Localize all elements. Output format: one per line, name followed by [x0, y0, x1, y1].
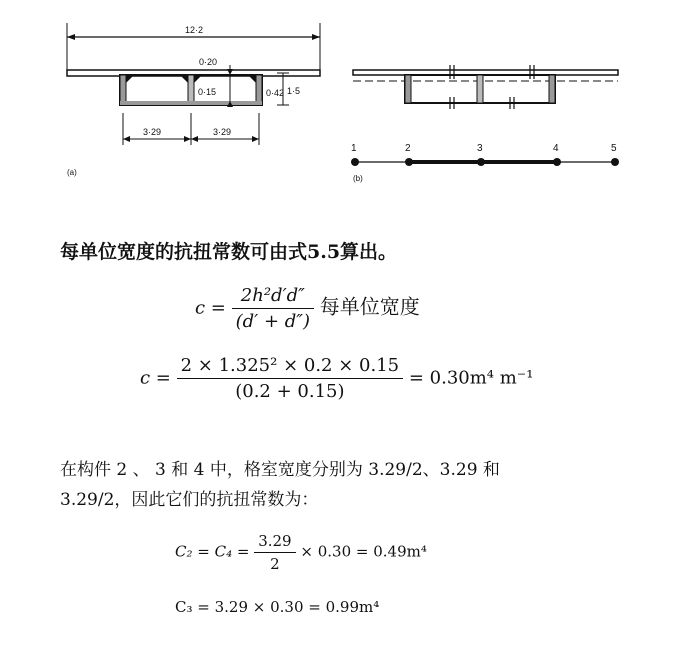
- equation-3: [175, 532, 427, 573]
- figure-a-caption: (a): [67, 168, 77, 177]
- cross-section-figure: [55, 15, 345, 185]
- depth-label: 1·5: [287, 86, 301, 96]
- equation-4: C₃ = 3.29 × 0.30 = 0.99m⁴: [175, 598, 380, 616]
- equation-1-lhs: c =: [195, 297, 226, 319]
- cell-right-label: 3·29: [213, 127, 232, 137]
- equation-3-denominator: 2: [270, 555, 280, 573]
- equation-2-fraction: [177, 355, 403, 402]
- total-width-label: 12·2: [185, 25, 204, 35]
- grillage-figure: [345, 55, 635, 185]
- equation-3-result: × 0.30 = 0.49m⁴: [300, 542, 427, 561]
- equation-2-result: = 0.30m⁴ m⁻¹: [408, 367, 534, 389]
- inner-web-label: 0·15: [198, 87, 217, 97]
- node-4-label: 4: [553, 143, 559, 154]
- equation-1-denominator: (d′ + d″): [235, 311, 311, 332]
- node-1-label: 1: [351, 143, 357, 154]
- equation-2-numerator: 2 × 1.325² × 0.2 × 0.15: [177, 355, 403, 379]
- figure-b-caption: (b): [353, 174, 363, 183]
- node-2-label: 2: [405, 143, 411, 154]
- cell-left-label: 3·29: [143, 127, 162, 137]
- node-3-label: 3: [477, 143, 483, 154]
- equation-3-lhs: C₂ = C₄ =: [175, 542, 250, 561]
- paragraph-2-line-2: 3.29/2，因此它们的抗扭常数为：: [60, 490, 319, 510]
- equation-3-numerator: 3.29: [254, 532, 295, 553]
- equation-2-denominator: (0.2 + 0.15): [235, 381, 345, 402]
- equation-1: [195, 285, 420, 332]
- equation-2-lhs: c =: [140, 367, 171, 389]
- paragraph-2-line-1: 在构件 2 、 3 和 4 中，格室宽度分别为 3.29/2、3.29 和: [60, 460, 500, 480]
- outer-web-label: 0·42: [266, 88, 285, 98]
- equation-1-suffix: 每单位宽度: [319, 294, 420, 319]
- equation-1-numerator: 2h²d′d″: [232, 285, 314, 309]
- equation-2: [140, 355, 534, 402]
- equation-1-fraction: [232, 285, 314, 332]
- paragraph-1: 每单位宽度的抗扭常数可由式5.5算出。: [60, 241, 398, 263]
- node-5-label: 5: [611, 143, 617, 154]
- top-thickness-label: 0·20: [199, 57, 218, 67]
- equation-3-fraction: [254, 532, 295, 573]
